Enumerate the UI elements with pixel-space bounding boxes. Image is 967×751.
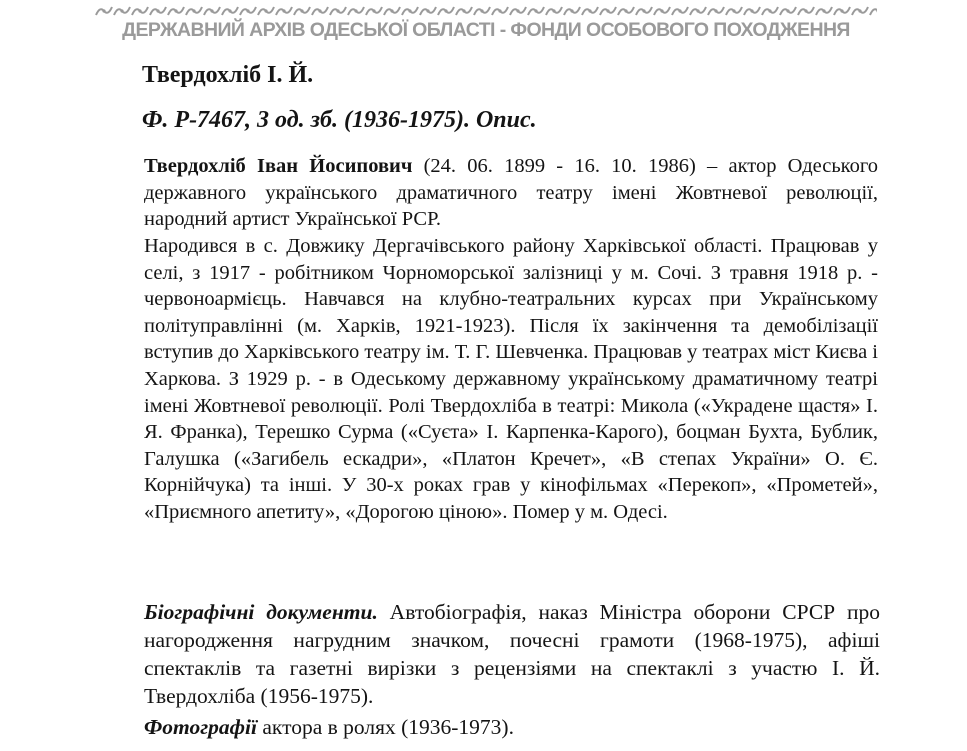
documents-text: Автобіографія, наказ Міністра оборони СРСР про нагородження нагрудним значком, почесні грамоти (1968-1975), афіші спектаклів та газетні вирізки з рецензіями на спектаклі з участю І. Й. Твердохліба (1956-1975).	[144, 600, 880, 708]
fond-heading: Ф. Р-7467, 3 од. зб. (1936-1975). Опис.	[142, 107, 537, 133]
header-ornament	[95, 4, 877, 18]
archive-header-title: ДЕРЖАВНИЙ АРХІВ ОДЕСЬКОЇ ОБЛАСТІ - ФОНДИ ОСОБОВОГО ПОХОДЖЕННЯ	[122, 19, 850, 41]
bio-main-paragraph: Народився в с. Довжику Дергачівського району Харківської області. Працював у селі, з 1917 - робітником Чорноморської залізниці у м. Сочі. З травня 1918 р. - червоноармієць. Навчався на клубно-театральних курсах при Українському політуправлінні (м. Харків, 1921-1923). Після їх закінчення та демобілізації вступив до Харківського театру ім. Т. Г. Шевченка. Працював у театрах міст Києва і Харкова. З 1929 р. - в Одеському державному українському драматичному театрі імені Жовтневої революції. Ролі Твердохліба в театрі: Микола («Украдене щастя» І. Я. Франка), Терешко Сурма («Суєта» І. Карпенка-Карого), боцман Бухта, Бублик, Галушка («Загибель ескадри», «Платон Кречет», «В степах України» О. Є. Корнійчука) та інші. У 30-х роках грав у кінофільмах «Перекоп», «Прометей», «Приємного апетиту», «Дорогою ціною». Помер у м. Одесі.	[144, 235, 878, 523]
photos-label: Фотографії	[144, 715, 257, 739]
bio-intro-text: (24. 06. 1899 - 16. 10. 1986) – актор Одеського державного українського драматичного театру імені Жовтневої революції, народний артист Української РСР.	[144, 155, 878, 231]
documents-label: Біографічні документи.	[144, 600, 378, 624]
bio-intro-paragraph	[144, 153, 878, 233]
documents-paragraph	[144, 598, 880, 710]
photos-text: актора в ролях (1936-1973).	[257, 715, 514, 739]
photos-paragraph	[144, 713, 878, 741]
full-name: Твердохліб Іван Йосипович	[144, 155, 413, 177]
person-name-heading: Твердохліб І. Й.	[142, 62, 314, 88]
